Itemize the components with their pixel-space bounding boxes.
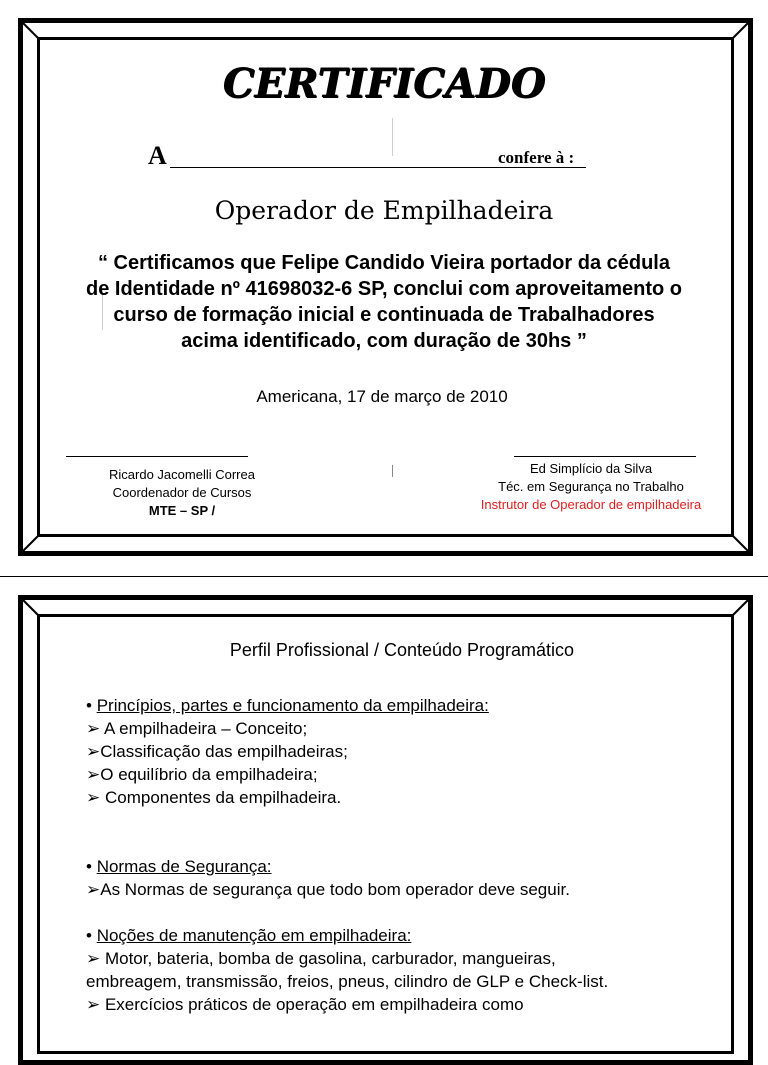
signatory-left-name: Ricardo Jacomelli Correa — [109, 467, 255, 482]
signatory-left — [62, 466, 302, 520]
spacer — [86, 809, 726, 855]
list-item: ➢ Motor, bateria, bomba de gasolina, carburador, mangueiras, — [86, 949, 556, 968]
statement-line: de Identidade nº 41698032-6 SP, conclui com aproveitamento o — [85, 278, 683, 300]
signatory-left-role: Coordenador de Cursos — [112, 485, 252, 500]
list-item: embreagem, transmissão, freios, pneus, cilindro de GLP e Check-list. — [86, 972, 609, 991]
signatory-right — [452, 460, 730, 514]
statement-line: curso de formação inicial e continuada de Trabalhadores — [113, 304, 655, 326]
section-title-maintenance: Noções de manutenção em empilhadeira: — [96, 926, 412, 945]
certificate-title: CERTIFICADO — [222, 60, 546, 107]
place-and-date: Americana, 17 de março de 2010 — [256, 387, 508, 406]
confers-label: confere à : — [498, 148, 575, 167]
list-item: ➢ A empilhadeira – Conceito; — [86, 719, 308, 738]
certificate-statement — [58, 250, 710, 354]
section-title-principles: Princípios, partes e funcionamento da empilhadeira: — [96, 696, 489, 715]
signatory-left-org: MTE – SP / — [148, 503, 216, 518]
syllabus-section-title — [86, 855, 726, 878]
list-item: ➢As Normas de segurança que todo bom operador deve seguir. — [86, 880, 570, 899]
scan-artifact-mark — [392, 465, 393, 477]
spacer — [86, 901, 726, 924]
signatory-right-role: Téc. em Segurança no Trabalho — [498, 479, 684, 494]
signature-line-right — [514, 456, 696, 457]
statement-line: “ Certificamos que Felipe Candido Vieira portador da cédula — [98, 252, 670, 274]
list-item: ➢ Componentes da empilhadeira. — [86, 788, 342, 807]
bullet: • — [86, 696, 92, 715]
signatory-right-extra: Instrutor de Operador de empilhadeira — [480, 497, 702, 512]
conferee-prefix: A — [148, 141, 167, 170]
list-item: ➢Classificação das empilhadeiras; — [86, 742, 348, 761]
statement-line: acima identificado, com duração de 30hs ” — [181, 330, 587, 352]
syllabus-section-title — [86, 694, 726, 717]
section-title-safety: Normas de Segurança: — [96, 857, 272, 876]
list-item: ➢ Exercícios práticos de operação em empilhadeira como — [86, 995, 524, 1014]
bullet: • — [86, 926, 92, 945]
list-item: ➢O equilíbrio da empilhadeira; — [86, 765, 318, 784]
course-title: Operador de Empilhadeira — [214, 196, 554, 225]
syllabus-section-title — [86, 924, 726, 947]
bullet: • — [86, 857, 92, 876]
signatory-right-name: Ed Simplício da Silva — [529, 461, 653, 476]
signature-line-left — [66, 456, 248, 457]
syllabus-heading: Perfil Profissional / Conteúdo Programático — [229, 640, 575, 660]
syllabus-content — [86, 694, 726, 1016]
scan-artifact-mark — [392, 118, 393, 156]
